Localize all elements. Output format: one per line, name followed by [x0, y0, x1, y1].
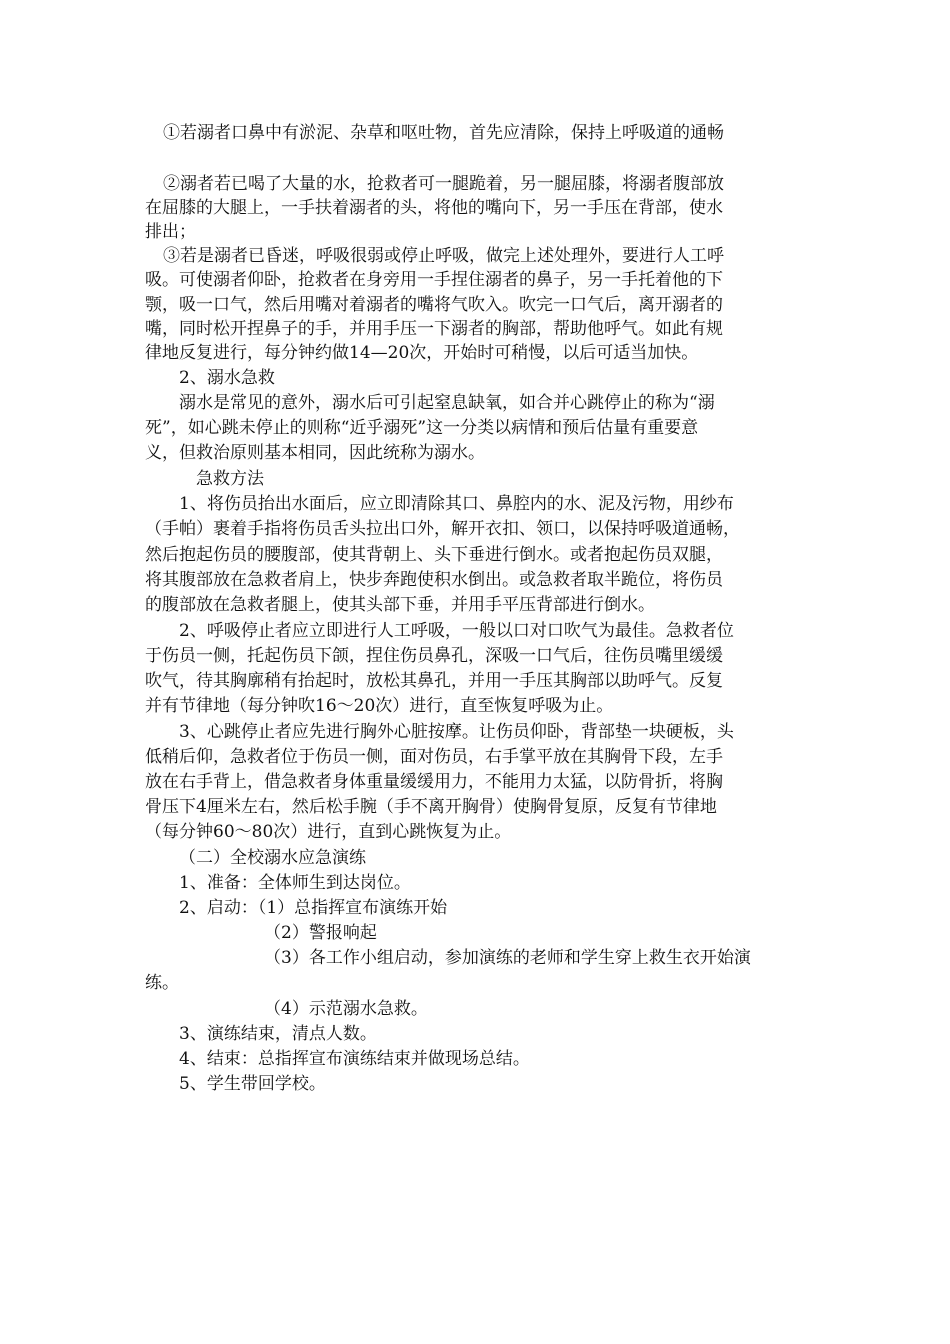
text-line: 于伤员一侧，托起伤员下颌，捏住伤员鼻孔，深吸一口气后，往伤员嘴里缓缓 — [145, 646, 723, 666]
section-heading: （二）全校溺水应急演练 — [179, 848, 366, 868]
text-line: 4、结束：总指挥宣布演练结束并做现场总结。 — [179, 1049, 530, 1069]
text-line: 吹气，待其胸廓稍有抬起时，放松其鼻孔，并用一手压其胸部以助呼气。反复 — [145, 671, 723, 691]
text-line: （手帕）裹着手指将伤员舌头拉出口外，解开衣扣、领口，以保持呼吸道通畅， — [145, 519, 740, 539]
text-line: 3、心跳停止者应先进行胸外心脏按摩。让伤员仰卧，背部垫一块硬板，头 — [179, 722, 734, 742]
text-line: ③若是溺者已昏迷，呼吸很弱或停止呼吸，做完上述处理外，要进行人工呼 — [163, 246, 724, 266]
text-line: 排出； — [145, 222, 196, 242]
text-line: 律地反复进行，每分钟约做14—20次，开始时可稍慢，以后可适当加快。 — [145, 343, 699, 363]
text-line: 吸。可使溺者仰卧，抢救者在身旁用一手捏住溺者的鼻子，另一手托着他的下 — [145, 270, 723, 290]
text-line: 低稍后仰，急救者位于伤员一侧，面对伤员，右手掌平放在其胸骨下段，左手 — [145, 747, 723, 767]
text-line: 练。 — [145, 973, 179, 993]
text-line: （3）各工作小组启动，参加演练的老师和学生穿上救生衣开始演 — [264, 948, 751, 968]
text-line: 将其腹部放在急救者肩上，快步奔跑使积水倒出。或急救者取半跪位，将伤员 — [145, 570, 723, 590]
text-line: 1、将伤员抬出水面后，应立即清除其口、鼻腔内的水、泥及污物，用纱布 — [179, 494, 734, 514]
text-line: 死”，如心跳未停止的则称“近乎溺死”这一分类以病情和预后估量有重要意 — [145, 418, 699, 438]
text-line: 放在右手背上，借急救者身体重量缓缓用力，不能用力太猛，以防骨折，将胸 — [145, 772, 723, 792]
text-line: （4）示范溺水急救。 — [264, 999, 428, 1019]
text-line: 2、呼吸停止者应立即进行人工呼吸，一般以口对口吹气为最佳。急救者位 — [179, 621, 734, 641]
text-line: 2、启动：（1）总指挥宣布演练开始 — [179, 898, 448, 918]
text-line: ①若溺者口鼻中有淤泥、杂草和呕吐物，首先应清除，保持上呼吸道的通畅 — [163, 123, 724, 143]
section-heading: 2、溺水急救 — [179, 368, 275, 388]
text-line: 3、演练结束，清点人数。 — [179, 1024, 377, 1044]
text-line: 溺水是常见的意外，溺水后可引起窒息缺氧，如合并心跳停止的称为“溺 — [179, 393, 715, 413]
text-line: 在屈膝的大腿上，一手扶着溺者的头，将他的嘴向下，另一手压在背部，使水 — [145, 198, 723, 218]
text-line: 并有节律地（每分钟吹16～20次）进行，直至恢复呼吸为止。 — [145, 696, 614, 716]
text-line: 1、准备：全体师生到达岗位。 — [179, 873, 411, 893]
text-line: 义，但救治原则基本相同，因此统称为溺水。 — [145, 443, 485, 463]
text-line: ②溺者若已喝了大量的水，抢救者可一腿跪着，另一腿屈膝，将溺者腹部放 — [163, 174, 724, 194]
text-line: （2）警报响起 — [264, 923, 377, 943]
text-line: 然后抱起伤员的腰腹部，使其背朝上、头下垂进行倒水。或者抱起伤员双腿， — [145, 545, 723, 565]
text-line: （每分钟60～80次）进行，直到心跳恢复为止。 — [145, 822, 512, 842]
text-line: 的腹部放在急救者腿上，使其头部下垂，并用手平压背部进行倒水。 — [145, 595, 655, 615]
text-line: 颚，吸一口气，然后用嘴对着溺者的嘴将气吹入。吹完一口气后，离开溺者的 — [145, 295, 723, 315]
text-line: 5、学生带回学校。 — [179, 1074, 326, 1094]
text-line: 骨压下4厘米左右，然后松手腕（手不离开胸骨）使胸骨复原，反复有节律地 — [145, 797, 717, 817]
text-line: 嘴，同时松开捏鼻子的手，并用手压一下溺者的胸部，帮助他呼气。如此有规 — [145, 319, 723, 339]
section-heading: 急救方法 — [196, 469, 264, 489]
